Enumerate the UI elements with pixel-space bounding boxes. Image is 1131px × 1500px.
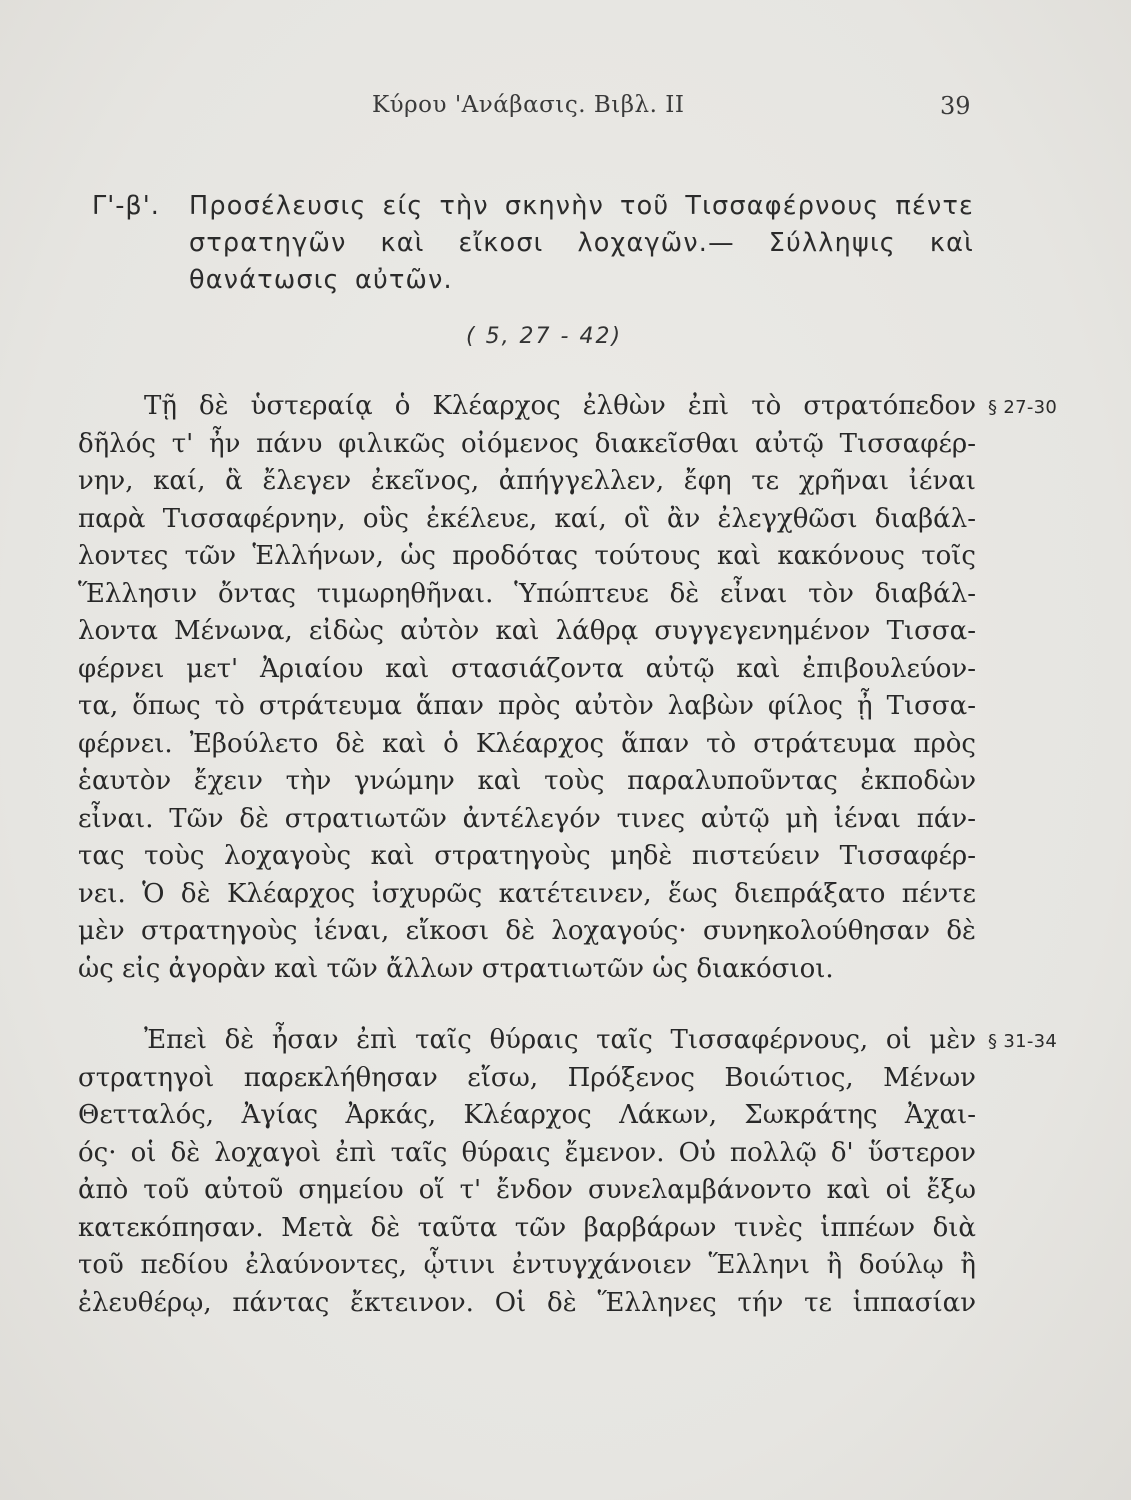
- section-range: ( 5, 27 - 42): [466, 324, 623, 349]
- text-line: κατεκόπησαν. Μετὰ δὲ ταῦτα τῶν βαρβάρων τινὲς ἱππέων διὰ: [78, 1212, 976, 1243]
- text-line: μὲν στρατηγοὺς ἰέναι, εἴκοσι δὲ λοχαγούς· συνηκολούθησαν δὲ: [78, 916, 976, 946]
- text-line: εἶναι. Τῶν δὲ στρατιωτῶν ἀντέλεγόν τινες αὐτῷ μὴ ἰέναι πάν-: [78, 803, 976, 834]
- text-line: δῆλός τ' ἦν πάνυ φιλικῶς οἰόμενος διακεῖσθαι αὐτῷ Τισσαφέρ-: [78, 428, 976, 459]
- chapter-title: Προσέλευσις είς τὴν σκηνὴν τοῦ Τισσαφέρνους πέντε στρατηγῶν καὶ εἴκοσι λοχαγῶν.— Σύλληψις καὶ θανάτωσις αὐτῶν.: [189, 191, 974, 295]
- text-line: τας τοὺς λοχαγοὺς καὶ στρατηγοὺς μηδὲ πιστεύειν Τισσαφέρ-: [78, 841, 976, 871]
- text-line: λοντες τῶν Ἑλλήνων, ὡς προδότας τούτους καὶ κακόνους τοῖς: [78, 541, 976, 571]
- text-line: ὡς εἰς ἀγορὰν καὶ τῶν ἄλλων στρατιωτῶν ὡς διακόσιοι.: [78, 953, 834, 984]
- text-line: ός· οἱ δὲ λοχαγοὶ ἐπὶ ταῖς θύραις ἔμενον. Οὐ πολλῷ δ' ὕστερον: [78, 1137, 976, 1168]
- text-line: Ἕλλησιν ὄντας τιμωρηθῆναι. Ὑπώπτευε δὲ εἶναι τὸν διαβάλ-: [78, 578, 976, 609]
- text-line: νην, καί, ἃ ἔλεγεν ἐκεῖνος, ἀπήγγελλεν, ἔφη τε χρῆναι ἰέναι: [78, 466, 976, 496]
- text-line: φέρνει μετ' Ἀριαίου καὶ στασιάζοντα αὐτῷ καὶ ἐπιβουλεύον-: [78, 653, 976, 684]
- text-line: Τῇ δὲ ὑστεραίᾳ ὁ Κλέαρχος ἐλθὼν ἐπὶ τὸ στρατόπεδον: [144, 391, 976, 421]
- text-line: Θετταλός, Ἀγίας Ἀρκάς, Κλέαρχος Λάκων, Σωκράτης Ἀχαι-: [78, 1100, 976, 1130]
- text-line: νει. Ὁ δὲ Κλέαρχος ἰσχυρῶς κατέτεινεν, ἕως διεπράξατο πέντε: [78, 878, 976, 909]
- text-line: λοντα Μένωνα, εἰδὼς αὐτὸν καὶ λάθρᾳ συγγεγενημένον Τισσα-: [78, 616, 976, 646]
- text-line: φέρνει. Ἐβούλετο δὲ καὶ ὁ Κλέαρχος ἅπαν τὸ στράτευμα πρὸς: [78, 728, 976, 759]
- page-number: 39: [940, 92, 971, 120]
- text-line: στρατηγοὶ παρεκλήθησαν εἴσω, Πρόξενος Βοιώτιος, Μένων: [78, 1062, 976, 1093]
- text-line: ἀπὸ τοῦ αὐτοῦ σημείου οἵ τ' ἔνδον συνελαμβάνοντο καὶ οἱ ἔξω: [78, 1175, 976, 1205]
- text-line: Ἐπεὶ δὲ ἦσαν ἐπὶ ταῖς θύραις ταῖς Τισσαφέρνους, οἱ μὲν: [144, 1025, 976, 1055]
- text-line: παρὰ Τισσαφέρνην, οὓς ἐκέλευε, καί, οἳ ἂν ἐλεγχθῶσι διαβάλ-: [78, 503, 976, 534]
- body-paragraph: [78, 1022, 976, 1322]
- running-title: Κύρου 'Ανάβασις. Βιβλ. II: [372, 92, 685, 118]
- text-line: ἐλευθέρῳ, πάντας ἔκτεινον. Οἱ δὲ Ἕλληνες τήν τε ἱππασίαν: [78, 1287, 976, 1318]
- margin-note-section: § 31-34: [988, 1031, 1058, 1052]
- text-line: τα, ὅπως τὸ στράτευμα ἅπαν πρὸς αὐτὸν λαβὼν φίλος ᾖ Τισσα-: [78, 691, 976, 721]
- chapter-number: Γ'-β'.: [92, 191, 160, 221]
- text-line: ἑαυτὸν ἔχειν τὴν γνώμην καὶ τοὺς παραλυποῦντας ἐκποδὼν: [78, 766, 976, 796]
- text-line: τοῦ πεδίου ἐλαύνοντες, ᾧτινι ἐντυγχάνοιεν Ἕλληνι ἢ δούλῳ ἢ: [78, 1250, 976, 1280]
- body-paragraph: [78, 388, 976, 988]
- margin-note-section: § 27-30: [988, 397, 1058, 418]
